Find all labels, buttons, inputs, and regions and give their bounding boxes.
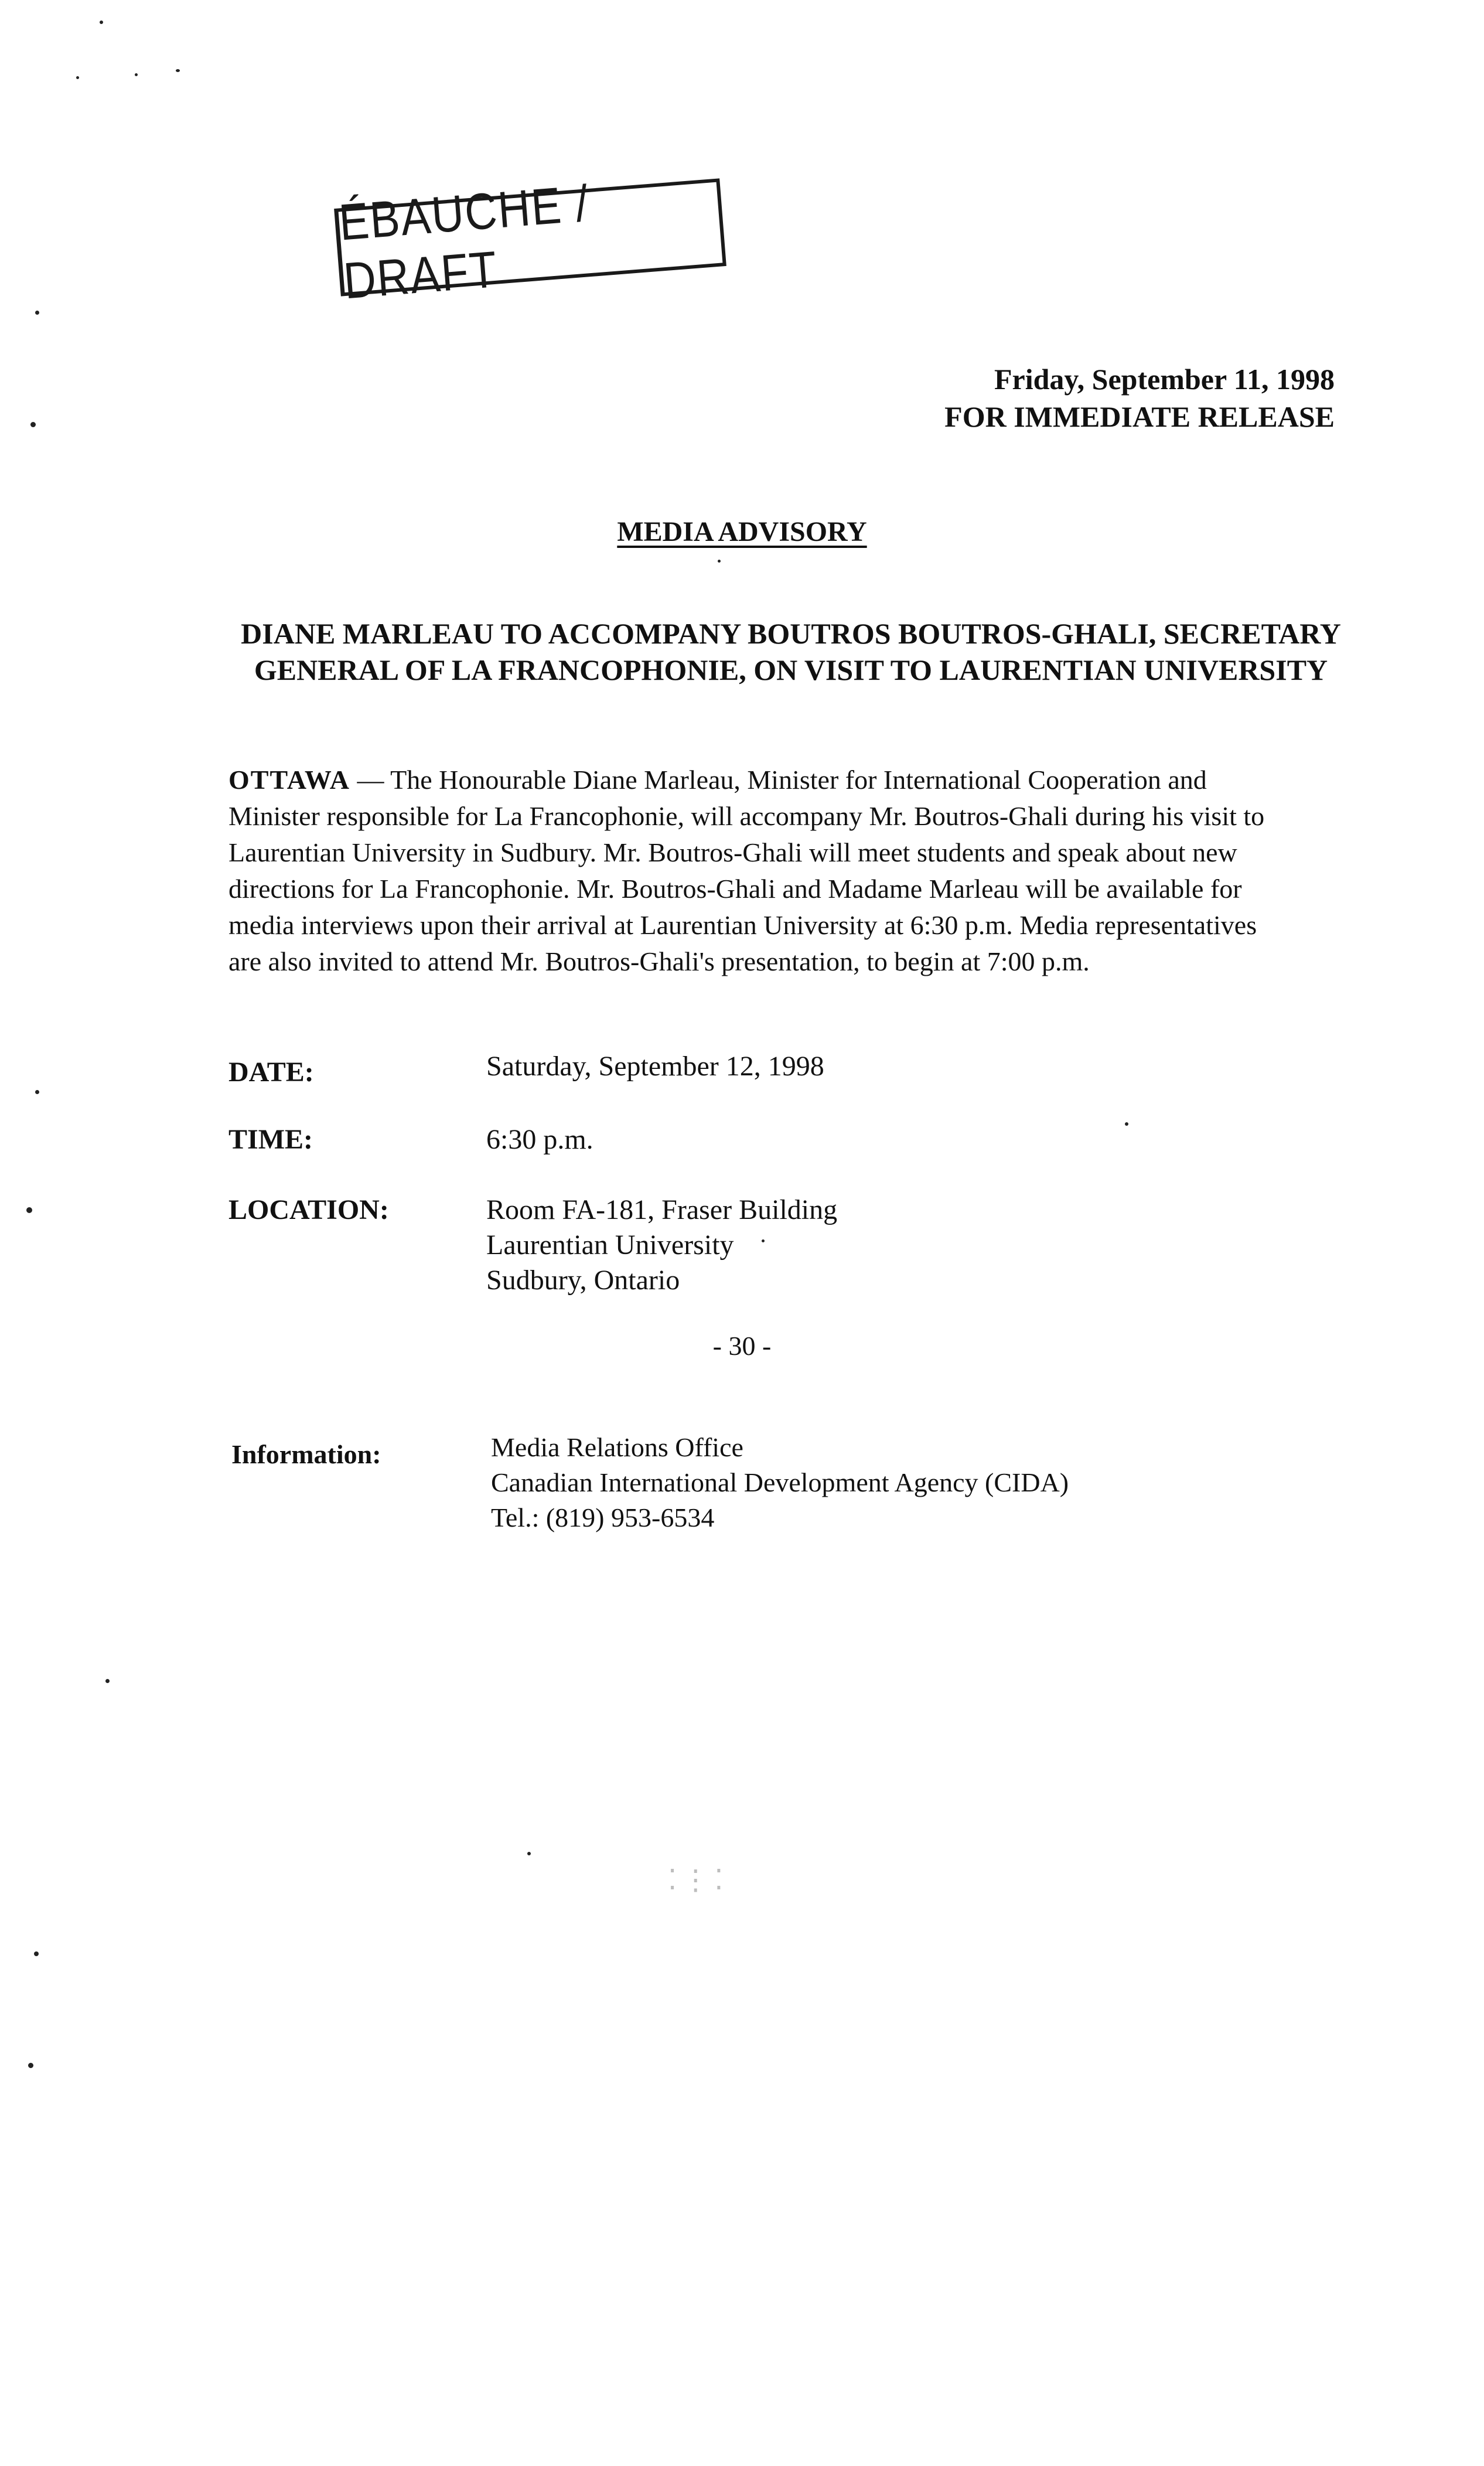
advisory-title: MEDIA ADVISORY xyxy=(617,516,867,547)
information-value xyxy=(491,1430,1069,1535)
body-line-4: directions for La Francophonie. Mr. Boutros-Ghali and Madame Marleau will be available for xyxy=(228,874,1242,904)
release-date: Friday, September 11, 1998 xyxy=(994,363,1335,396)
body-paragraph xyxy=(228,762,1342,980)
body-line-6: are also invited to attend Mr. Boutros-Ghali's presentation, to begin at 7:00 p.m. xyxy=(228,946,1090,976)
location-line-2: Laurentian University xyxy=(486,1229,734,1261)
headline-line-1: DIANE MARLEAU TO ACCOMPANY BOUTROS BOUTROS-GHALI, SECRETARY xyxy=(241,617,1341,650)
information-line-1: Media Relations Office xyxy=(491,1432,743,1462)
date-value: Saturday, September 12, 1998 xyxy=(486,1051,824,1082)
end-mark: - 30 - xyxy=(712,1331,772,1361)
body-line-5: media interviews upon their arrival at Laurentian University at 6:30 p.m. Media representatives xyxy=(228,910,1257,940)
body-line-1 xyxy=(228,762,1342,798)
release-header xyxy=(944,360,1335,435)
time-label: TIME: xyxy=(228,1124,313,1155)
information-line-3: Tel.: (819) 953-6534 xyxy=(491,1503,715,1532)
date-label: DATE: xyxy=(228,1057,314,1088)
headline-line-2: GENERAL OF LA FRANCOPHONIE, ON VISIT TO LAURENTIAN UNIVERSITY xyxy=(254,653,1328,686)
release-type: FOR IMMEDIATE RELEASE xyxy=(944,400,1335,433)
body-line-1-text: — The Honourable Diane Marleau, Minister for International Cooperation and xyxy=(350,765,1207,795)
draft-stamp xyxy=(334,175,726,310)
location-line-1: Room FA-181, Fraser Building xyxy=(486,1194,838,1225)
draft-stamp-text: ÉBAUCHE / DRAFT xyxy=(337,175,592,310)
body-line-2: Minister responsible for La Francophonie, will accompany Mr. Boutros-Ghali during his visit to xyxy=(228,801,1265,831)
information-line-2: Canadian International Development Agency (CIDA) xyxy=(491,1467,1069,1497)
faint-scan-marks: ⁚⋮⁚ xyxy=(668,1864,728,1896)
time-value: 6:30 p.m. xyxy=(486,1124,593,1155)
dateline: OTTAWA xyxy=(228,765,350,795)
headline xyxy=(176,615,1406,688)
location-label: LOCATION: xyxy=(228,1194,389,1225)
information-label: Information: xyxy=(231,1439,381,1469)
location-value xyxy=(486,1193,837,1298)
location-line-3: Sudbury, Ontario xyxy=(486,1265,680,1296)
body-line-3: Laurentian University in Sudbury. Mr. Boutros-Ghali will meet students and speak about new xyxy=(228,837,1237,867)
